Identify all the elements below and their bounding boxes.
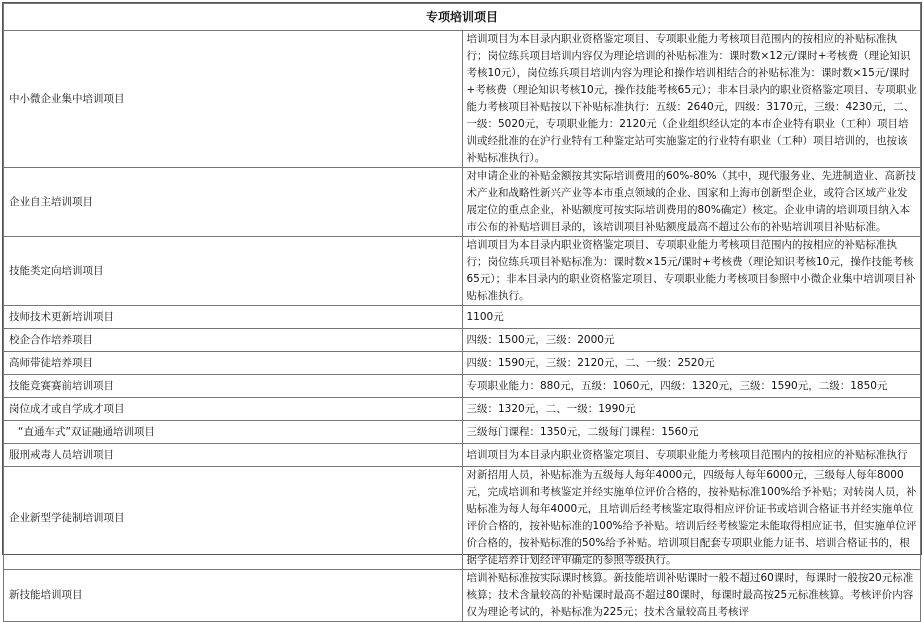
project-name-cell: 新技能培训项目 bbox=[4, 570, 463, 622]
table-row bbox=[4, 467, 921, 570]
project-name-cell: 企业自主培训项目 bbox=[4, 168, 463, 237]
project-name-cell: 技能竞赛赛前培训项目 bbox=[4, 375, 463, 398]
table-row bbox=[4, 375, 921, 398]
subsidy-content-cell: 培训项目为本目录内职业资格鉴定项目、专项职业能力考核项目范围内的按相应的补贴标准执行；岗位练兵项目补贴标准为：课时数×15元/课时+考核费（理论知识考核10元，操作技能考核65元）；非本目录内的职业资格鉴定项目、专项职业能力考核项目参照中小微企业集中培训项目补贴标准执行。 bbox=[462, 237, 921, 306]
project-name-cell: 技师技术更新培训项目 bbox=[4, 306, 463, 329]
subsidy-content-cell: 培训补贴标准按实际课时核算。新技能培训补贴课时一般不超过60课时，每课时一般按20元标准核算；技术含量较高的补贴课时最高不超过80课时，每课时最高按25元标准核算。考核评价内容仅为理论考试的，补贴标准为225元；技术含量较高且考核评 bbox=[462, 570, 921, 622]
subsidy-content-cell: 四级：1590元，三级：2120元，二、一级：2520元 bbox=[462, 352, 921, 375]
project-name-cell: 企业新型学徒制培训项目 bbox=[4, 467, 463, 570]
table-title-row bbox=[4, 4, 921, 31]
table-row bbox=[4, 237, 921, 306]
subsidy-content-cell: 培训项目为本目录内职业资格鉴定项目、专项职业能力考核项目范围内的按相应的补贴标准执行；岗位练兵项目培训内容仅为理论培训的补贴标准为：课时数×12元/课时+考核费（理论知识考核10元），岗位练兵项目培训内容为理论和操作培训相结合的补贴标准为：课时数×15元/课时+考核费（理论知识考核10元，操作技能考核65元）；非本目录内的职业资格鉴定项目、专项职业能力考核项目补贴按以下补贴标准执行：五级：2640元，四级：3170元，三级：4230元，二、一级：5020元，专项职业能力：2120元（企业组织经认定的本市企业特有职业（工种）项目培训或经批准的在沪行业特有工种鉴定站可实施鉴定的行业特有职业（工种）项目培训的，也按该补贴标准执行）。 bbox=[462, 31, 921, 168]
project-name-cell: 岗位成才或自学成才项目 bbox=[4, 398, 463, 421]
project-name-cell: 校企合作培养项目 bbox=[4, 329, 463, 352]
project-name-cell: 高师带徒培养项目 bbox=[4, 352, 463, 375]
subsidy-content-cell: 培训项目为本目录内职业资格鉴定项目、专项职业能力考核项目范围内的按相应的补贴标准执行 bbox=[462, 444, 921, 467]
project-name-cell: 技能类定向培训项目 bbox=[4, 237, 463, 306]
table-row bbox=[4, 398, 921, 421]
table-row bbox=[4, 352, 921, 375]
subsidy-content-cell: 三级：1320元，二、一级：1990元 bbox=[462, 398, 921, 421]
subsidy-table-sheet bbox=[2, 2, 922, 618]
training-subsidy-table bbox=[3, 3, 921, 622]
project-name-cell: 中小微企业集中培训项目 bbox=[4, 31, 463, 168]
table-row bbox=[4, 31, 921, 168]
subsidy-content-cell: 四级：1500元，三级：2000元 bbox=[462, 329, 921, 352]
table-row bbox=[4, 421, 921, 444]
table-row bbox=[4, 306, 921, 329]
subsidy-content-cell: 三级每门课程：1350元，二级每门课程：1560元 bbox=[462, 421, 921, 444]
project-name-cell: 服刑戒毒人员培训项目 bbox=[4, 444, 463, 467]
table-title: 专项培训项目 bbox=[4, 4, 921, 31]
table-row bbox=[4, 444, 921, 467]
subsidy-content-cell: 对申请企业的补贴金额按其实际培训费用的60%-80%（其中，现代服务业、先进制造业、高新技术产业和战略性新兴产业等本市重点领域的企业、国家和上海市创新型企业，或符合区域产业发展定位的重点企业，补贴额度可按实际培训费用的80%确定）核定。企业申请的培训项目纳入本市公布的补贴培训目录的，该培训项目补贴额度最高不超过公布的补贴培训项目补贴标准。 bbox=[462, 168, 921, 237]
subsidy-content-cell: 1100元 bbox=[462, 306, 921, 329]
subsidy-content-cell: 对新招用人员，补贴标准为五级每人每年4000元，四级每人每年6000元，三级每人每年8000元，完成培训和考核鉴定并经实施单位评价合格的，按补贴标准100%给予补贴；对转岗人员，补贴标准为每人每年4000元，且培训后经考核鉴定取得相应评价证书或培训合格证书并经实施单位评价合格的，按补贴标准的100%给予补贴。培训后经考核鉴定未能取得相应证书，但实施单位评价合格的，按补贴标准的50%给予补贴。培训项目配套专项职业能力证书、培训合格证书的，根据学徒培养计划经评审确定的参照等级执行。 bbox=[462, 467, 921, 570]
table-row bbox=[4, 570, 921, 622]
subsidy-content-cell: 专项职业能力：880元，五级：1060元，四级：1320元，三级：1590元，二级：1850元 bbox=[462, 375, 921, 398]
table-row bbox=[4, 329, 921, 352]
project-name-cell: “直通车式”双证融通培训项目 bbox=[4, 421, 463, 444]
table-row bbox=[4, 168, 921, 237]
